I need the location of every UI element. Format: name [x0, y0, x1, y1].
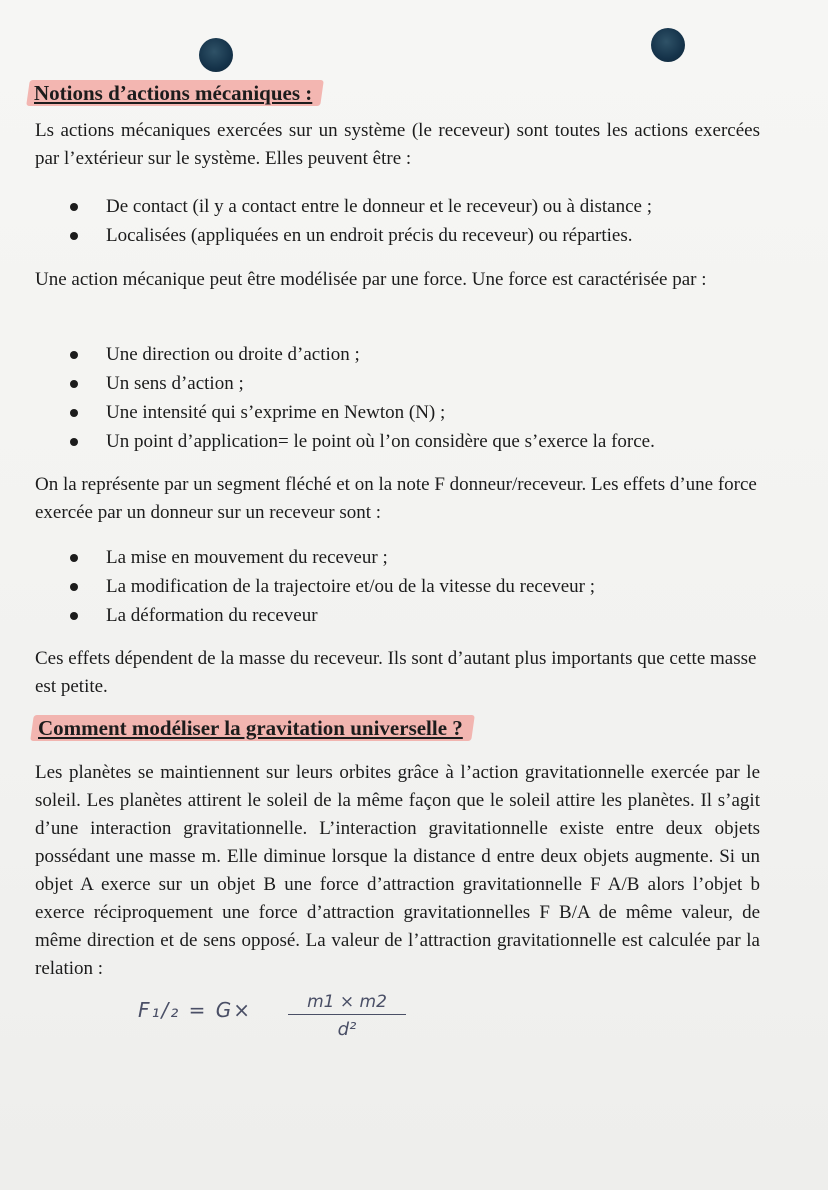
binder-hole-right [651, 28, 685, 62]
binder-hole-left [199, 38, 233, 72]
formula-denominator: d² [337, 1019, 357, 1040]
conclusion-paragraph: Ces effets dépendent de la masse du receveur. Ils sont d’autant plus importants que cette masse est petite. [35, 648, 757, 697]
list-item: Localisées (appliquées en un endroit précis du receveur) ou réparties. [70, 221, 652, 250]
list-item: De contact (il y a contact entre le donneur et le receveur) ou à distance ; [70, 192, 652, 221]
list-item: La mise en mouvement du receveur ; [70, 543, 595, 572]
formula-lhs: F₁/₂ = G× [138, 998, 253, 1022]
list-item: Un point d’application= le point où l’on considère que s’exerce la force. [70, 427, 655, 456]
section-title-mechanical-actions: Notions d’actions mécaniques : [34, 80, 312, 106]
formula-numerator: m1 × m2 [307, 992, 387, 1012]
force-characteristics-list [70, 340, 655, 456]
intro-paragraph: Ls actions mécaniques exercées sur un système (le receveur) sont toutes les actions exercées par l’extérieur sur le système. Elles peuvent être : [35, 120, 760, 169]
fraction-bar [288, 1014, 406, 1015]
formula-fraction [288, 992, 406, 1040]
list-item: Une direction ou droite d’action ; [70, 340, 655, 369]
list-item: Une intensité qui s’exprime en Newton (N) ; [70, 398, 655, 427]
list-item: La déformation du receveur [70, 601, 595, 630]
effects-intro-paragraph: On la représente par un segment fléché et on la note F donneur/receveur. Les effets d’une force exercée par un donneur sur un receveur sont : [35, 474, 757, 523]
action-types-list [70, 192, 652, 250]
section-title-gravitation: Comment modéliser la gravitation universelle ? [38, 715, 463, 741]
list-item: La modification de la trajectoire et/ou de la vitesse du receveur ; [70, 572, 595, 601]
gravitation-paragraph: Les planètes se maintiennent sur leurs orbites grâce à l’action gravitationnelle exercée par le soleil. Les planètes attirent le soleil de la même façon que le soleil attire les planètes. Il s’agit d’une interaction gravitationnelle. L’interaction gravitationnelle existe entre deux objets possédant une masse m. Elle diminue lorsque la distance d entre deux objets augmente. Si un objet A exerce sur un objet B une force d’attraction gravitationnelle F A/B alors l’objet b exerce réciproquement une force d’attraction gravitationnelles F B/A de même valeur, de même direction et de sens opposé. La valeur de l’attraction gravitationnelle est calculée par la relation : [35, 762, 760, 979]
list-item: Un sens d’action ; [70, 369, 655, 398]
force-effects-list [70, 543, 595, 630]
force-intro-paragraph: Une action mécanique peut être modélisée par une force. Une force est caractérisée par : [35, 269, 707, 290]
